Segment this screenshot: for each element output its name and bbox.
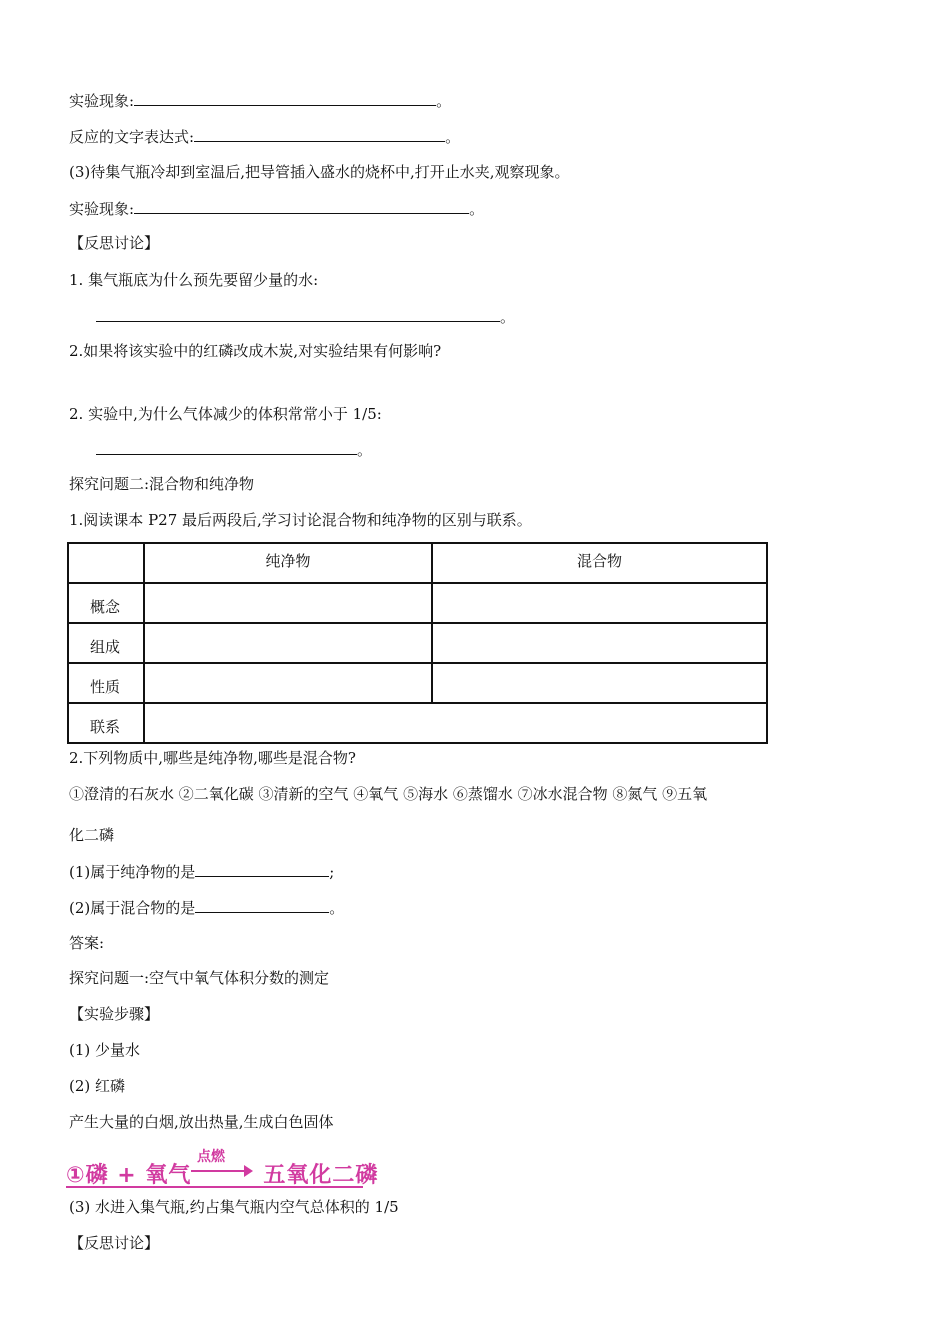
classification-question: 2.下列物质中,哪些是纯净物,哪些是混合物? [69, 749, 356, 767]
section-heading-reflection: 【反思讨论】 [69, 234, 160, 252]
chemical-equation [66, 1148, 379, 1188]
answers-reflection-heading: 【反思讨论】 [69, 1234, 160, 1252]
answer-line-q2: 。 [96, 439, 372, 460]
answers-heading: 答案: [69, 934, 105, 952]
reactants: ①磷 + 氧气 [66, 1163, 192, 1188]
answer-step-2: (2) 红磷 [69, 1077, 126, 1095]
question-2b: 2. 实验中,为什么气体减少的体积常常小于 1/5: [69, 405, 382, 423]
table-cell[interactable] [144, 703, 767, 743]
answers-topic-1: 探究问题一:空气中氧气体积分数的测定 [69, 969, 330, 987]
answer-blank[interactable] [96, 439, 357, 455]
table-cell[interactable] [432, 623, 767, 663]
answer-blank[interactable] [134, 90, 436, 106]
pure-substances-line: (1)属于纯净物的是 ; [69, 863, 335, 881]
answer-blank[interactable] [134, 198, 469, 214]
table-cell[interactable] [144, 583, 432, 623]
answer-line-q1: 。 [96, 306, 515, 327]
section-heading-mixtures: 探究问题二:混合物和纯净物 [69, 475, 255, 493]
question-2a: 2.如果将该实验中的红磷改成木炭,对实验结果有何影响? [69, 342, 442, 360]
mixtures-line: (2)属于混合物的是 。 [69, 899, 345, 917]
answers-steps-heading: 【实验步骤】 [69, 1005, 160, 1023]
row-header-relation: 联系 [68, 703, 144, 743]
col-header-pure: 纯净物 [144, 543, 432, 583]
row-header-property: 性质 [68, 663, 144, 703]
answer-step-1: (1) 少量水 [69, 1041, 141, 1059]
answer-step-3: (3) 水进入集气瓶,约占集气瓶内空气总体积的 1/5 [69, 1198, 399, 1216]
table-cell[interactable] [432, 583, 767, 623]
answer-blank[interactable] [194, 126, 445, 142]
product: 五氧化二磷 [263, 1163, 379, 1188]
reaction-condition: 点燃 [197, 1149, 225, 1165]
table-cell[interactable] [432, 663, 767, 703]
table-cell[interactable] [144, 623, 432, 663]
table-corner-cell [68, 543, 144, 583]
answer-blank[interactable] [195, 897, 329, 913]
row-header-composition: 组成 [68, 623, 144, 663]
reading-instruction: 1.阅读课本 P27 最后两段后,学习讨论混合物和纯净物的区别与联系。 [69, 511, 532, 529]
answer-blank[interactable] [96, 306, 500, 322]
question-1: 1. 集气瓶底为什么预先要留少量的水: [69, 271, 319, 289]
answer-observation: 产生大量的白烟,放出热量,生成白色固体 [69, 1113, 334, 1131]
table-cell[interactable] [144, 663, 432, 703]
substance-list-continued: 化二磷 [69, 826, 115, 844]
substance-list: ①澄清的石灰水 ②二氧化碳 ③清新的空气 ④氧气 ⑤海水 ⑥蒸馏水 ⑦冰水混合物 ⑧氮气 ⑨五氧 [69, 785, 708, 803]
observation-line-2: 实验现象: 。 [69, 200, 485, 218]
observation-line-1: 实验现象: 。 [69, 92, 452, 110]
step-3-text: (3)待集气瓶冷却到室温后,把导管插入盛水的烧杯中,打开止水夹,观察现象。 [69, 163, 570, 181]
reaction-arrow-icon [191, 1170, 251, 1172]
answer-blank[interactable] [195, 861, 329, 877]
comparison-table [67, 542, 768, 744]
word-equation-line: 反应的文字表达式: 。 [69, 128, 461, 146]
row-header-concept: 概念 [68, 583, 144, 623]
col-header-mixture: 混合物 [432, 543, 767, 583]
